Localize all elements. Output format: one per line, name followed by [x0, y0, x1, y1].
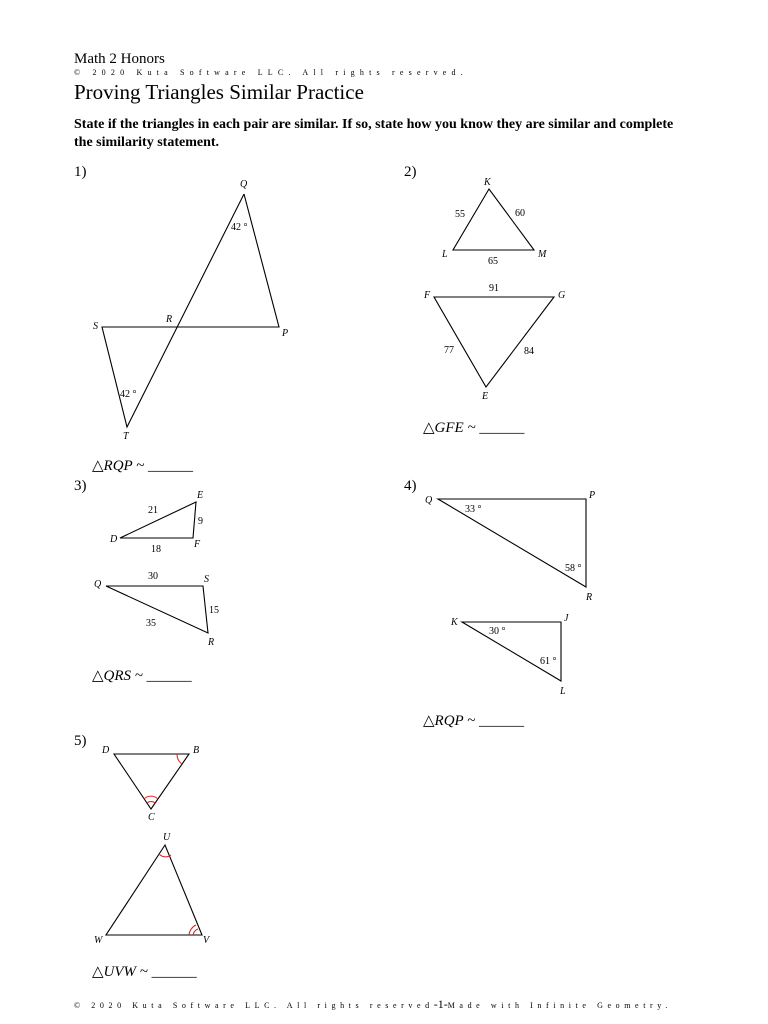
- side-label: 9: [198, 516, 203, 527]
- problem-3-figure: [94, 490, 219, 648]
- side-label: 30: [148, 571, 158, 582]
- page-title: Proving Triangles Similar Practice: [74, 80, 364, 104]
- vertex-R: R: [166, 314, 173, 325]
- vertex-E: E: [482, 391, 489, 402]
- footer: [74, 997, 672, 1012]
- answer-blank[interactable]: ______: [148, 458, 194, 474]
- footer-copyright: © 2020 Kuta Software LLC. All rights reserved: [74, 1001, 434, 1010]
- vertex-L: L: [560, 686, 566, 697]
- vertex-C: C: [148, 812, 155, 823]
- vertex-W: W: [94, 935, 103, 946]
- vertex-F: F: [424, 290, 431, 301]
- vertex-P: P: [589, 490, 596, 501]
- problem-3-number: 3): [74, 478, 87, 494]
- side-label: 55: [455, 209, 465, 220]
- side-label: 65: [488, 256, 498, 267]
- vertex-T: T: [123, 431, 129, 442]
- angle-label: 61 °: [540, 656, 557, 667]
- vertex-D: D: [102, 745, 110, 756]
- side-label: 60: [515, 208, 525, 219]
- vertex-L: L: [442, 249, 448, 260]
- vertex-F: F: [194, 539, 201, 550]
- statement-prefix: △RQP ~: [423, 713, 480, 729]
- angle-label: 42 °: [231, 222, 248, 233]
- vertex-M: M: [538, 249, 547, 260]
- vertex-B: B: [193, 745, 200, 756]
- side-label: 15: [209, 605, 219, 616]
- triangle-KLM: [453, 189, 534, 250]
- triangle-QSR: [106, 586, 208, 633]
- problem-5-number: 5): [74, 733, 87, 749]
- instructions: State if the triangles in each pair are similar. If so, state how you know they are similar and complete the similarity statement.: [74, 117, 674, 150]
- footer-credit: Made with Infinite Geometry.: [447, 1001, 672, 1010]
- triangle-FGE: [434, 297, 554, 387]
- vertex-V: V: [203, 935, 210, 946]
- angle-label: 42 °: [120, 389, 137, 400]
- vertex-K: K: [484, 177, 491, 188]
- problem-2-number: 2): [404, 164, 417, 180]
- problem-4-figure: [425, 490, 595, 697]
- answer-blank[interactable]: ______: [479, 713, 525, 729]
- vertex-J: J: [564, 613, 569, 624]
- vertex-P: P: [282, 328, 289, 339]
- course-name: Math 2 Honors: [74, 51, 165, 67]
- vertex-R: R: [208, 637, 215, 648]
- angle-mark-C-inner: [147, 801, 155, 803]
- angle-label: 33 °: [465, 504, 482, 515]
- problem-4-number: 4): [404, 478, 417, 494]
- statement-prefix: △RQP ~: [92, 458, 149, 474]
- angle-mark-C-outer: [144, 796, 158, 799]
- vertex-K: K: [451, 617, 458, 628]
- problem-2-figure: [423, 177, 565, 402]
- angle-mark-V-inner: [193, 929, 198, 935]
- angle-label: 58 °: [565, 563, 582, 574]
- side-label: 35: [146, 618, 156, 629]
- answer-blank[interactable]: ______: [151, 964, 197, 980]
- angle-label: 30 °: [489, 626, 506, 637]
- vertex-Q: Q: [425, 495, 433, 506]
- triangle-KJL: [462, 622, 561, 681]
- vertex-S: S: [204, 574, 209, 585]
- angle-mark-V-outer: [189, 925, 196, 935]
- vertex-D: D: [110, 534, 118, 545]
- vertex-Q: Q: [94, 579, 102, 590]
- vertex-Q: Q: [240, 179, 248, 190]
- vertex-S: S: [93, 321, 98, 332]
- triangle-UWV: [106, 845, 202, 935]
- vertex-R: R: [586, 592, 593, 603]
- problem-1-figure: [93, 179, 288, 442]
- problem-1-number: 1): [74, 164, 87, 180]
- answer-blank[interactable]: ______: [479, 420, 525, 436]
- vertex-U: U: [163, 832, 171, 843]
- angle-mark-B: [177, 754, 182, 764]
- triangle-EDF: [120, 502, 196, 538]
- side-label: 21: [148, 505, 158, 516]
- vertex-G: G: [558, 290, 566, 301]
- page-number: -1-: [433, 997, 448, 1011]
- triangle-DBC: [114, 754, 189, 809]
- side-label: 91: [489, 283, 499, 294]
- vertex-E: E: [197, 490, 204, 501]
- side-label: 84: [524, 346, 534, 357]
- answer-blank[interactable]: ______: [146, 668, 192, 684]
- statement-prefix: △QRS ~: [92, 668, 147, 684]
- problem-5-figure: [94, 745, 211, 946]
- statement-prefix: △GFE ~: [423, 420, 480, 436]
- side-label: 77: [444, 345, 454, 356]
- side-label: 18: [151, 544, 161, 555]
- copyright-line: © 2020 Kuta Software LLC. All rights reserved.: [74, 68, 468, 77]
- triangle-QPR: [438, 499, 586, 587]
- statement-prefix: △UVW ~: [92, 964, 152, 980]
